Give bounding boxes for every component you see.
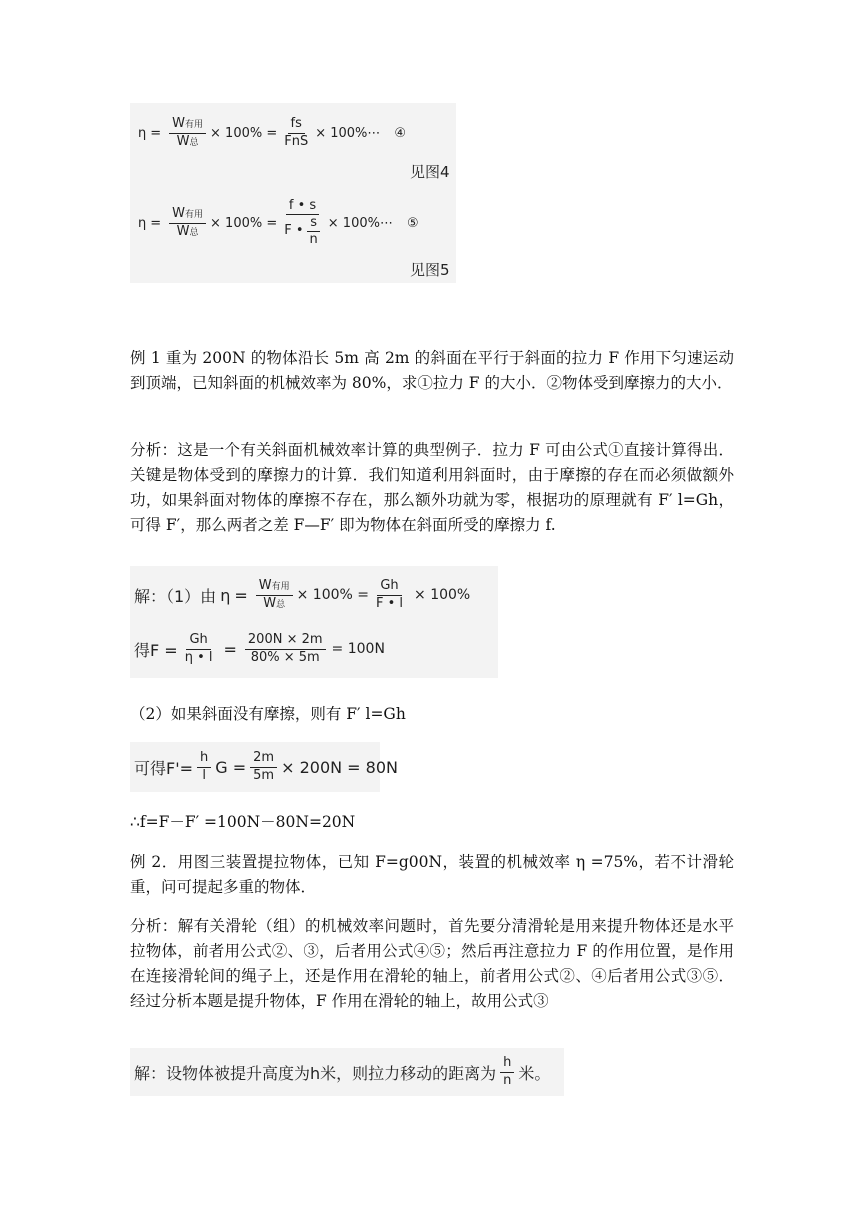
h-over-l-fraction: $\frac{h}{l}$ <box>197 751 211 783</box>
example-2-problem: 例 2．用图三装置提拉物体，已知 F=g00N，装置的机械效率 η =75%，若不计滑轮重，问可提起多重的物体． <box>130 853 734 896</box>
force-formula: 得F = $\frac{Gh}{\eta • l}$ = $\frac{200N \times 2m}{80\% \times 5m}$ = 100N <box>134 632 385 665</box>
gh-over-fl-fraction: $\frac{Gh}{F • l}$ <box>376 578 404 611</box>
friction-conclusion: ∴f=F－F′ =100N－80N=20N <box>130 813 356 831</box>
solution-2-formula: 解：设物体被提升高度为h米，则拉力移动的距离为 $\frac{h}{n}$ 米。 <box>130 1048 564 1096</box>
2m-over-5m-fraction: $\frac{2m}{5m}$ <box>250 751 277 783</box>
example-2-analysis: 分析：解有关滑轮（组）的机械效率问题时，首先要分清滑轮是用来提升物体还是水平拉物体，前者用公式②、③，后者用公式④⑤；然后再注意拉力 F 的作用位置，是作用在连接滑轮间的绳子上，还是作用在滑轮的轴上，前者用公式②、④后者用公式③⑤．经过分析本题是提升物体，F 作用在滑轮的轴上，故用公式③ <box>130 917 734 1010</box>
useful-over-total-fraction: $\frac{\text{W有用}}{\text{W总}}$ <box>169 117 206 149</box>
see-figure-4: 见图4 <box>410 163 450 181</box>
formula-number-4: ④ <box>394 125 407 141</box>
solution-1-part-2-formula: 可得F'= $\frac{h}{l}$ G = $\frac{2m}{5m}$ × 200N = 80N <box>130 742 380 792</box>
example-1-analysis: 分析：这是一个有关斜面机械效率计算的典型例子．拉力 F 可由公式①直接计算得出．关键是物体受到的摩擦力的计算．我们知道利用斜面时，由于摩擦的存在而必须做额外功，如果斜面对物体的摩擦不存在，那么额外功就为零，根据功的原理就有 F′ l=Gh，可得 F′，那么两者之差 F—F′ 即为物体在斜面所受的摩擦力 f. <box>130 441 734 534</box>
eta-symbol: η <box>138 215 147 231</box>
example-1-part-2: （2）如果斜面没有摩擦，则有 F′ l=Gh <box>130 705 406 723</box>
formula-number-5: ⑤ <box>406 215 419 231</box>
formula-figure-4-5 <box>130 103 456 283</box>
useful-over-total-fraction: $\frac{\text{W有用}}{\text{W总}}$ <box>256 579 293 611</box>
solution-1-formula-image <box>130 566 498 678</box>
useful-over-total-fraction: $\frac{\text{W有用}}{\text{W总}}$ <box>169 207 206 239</box>
see-figure-5: 见图5 <box>410 261 450 279</box>
eta-symbol: η <box>138 125 147 141</box>
fs-over-fns-fraction: $\frac{fs}{\text{FnS}}$ <box>284 116 309 149</box>
efficiency-formula: 解：（1）由 η = $\frac{\text{W有用}}{\text{W总}}$ × 100% = $\frac{Gh}{F • l}$ × 100% <box>134 578 471 611</box>
example-1-problem: 例 1 重为 200N 的物体沿长 5m 高 2m 的斜面在平行于斜面的拉力 F 作用下匀速运动到顶端，已知斜面的机械效率为 80%，求①拉力 F 的大小．②物体受到摩擦力的大小． <box>130 349 734 392</box>
gh-over-eta-l-fraction: $\frac{Gh}{\eta • l}$ <box>184 632 213 665</box>
fs-over-f-s-n-fraction: f • s F • $\frac{s}{n}$ <box>281 199 324 248</box>
numeric-fraction: $\frac{200N \times 2m}{80\% \times 5m}$ <box>245 633 326 665</box>
h-over-n-fraction: $\frac{h}{n}$ <box>500 1056 514 1088</box>
formula-4: η = $\frac{\text{W有用}}{\text{W总}}$ × 100% = $\frac{fs}{\text{FnS}}$ × 100%⋯ ④ <box>138 116 407 149</box>
formula-5: η = $\frac{\text{W有用}}{\text{W总}}$ × 100% = f • s F • $\frac{s}{n}$ × 100%⋯ ⑤ <box>138 197 419 248</box>
